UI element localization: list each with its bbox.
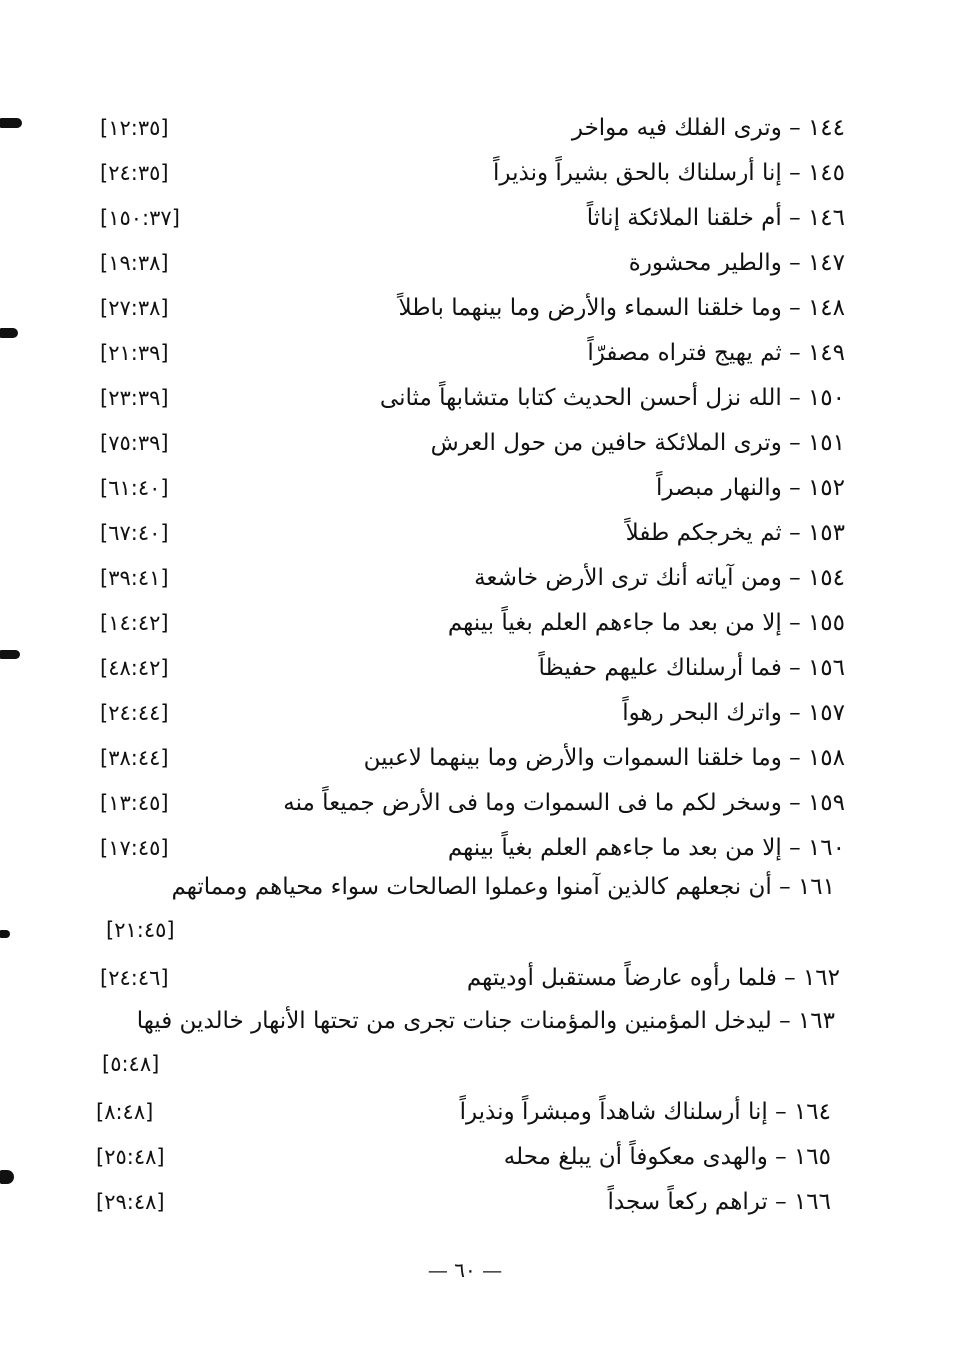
verse-reference: [١٤:٤٢] — [100, 611, 169, 635]
verse-entry — [100, 331, 845, 375]
verse-text: ١٦٦ – تراهم ركعاً سجداً — [607, 1189, 831, 1215]
verse-text: ١٦٤ – إنا أرسلناك شاهداً ومبشراً ونذيراً — [459, 1099, 831, 1125]
verse-text: ١٥٥ – إلا من بعد ما جاءهم العلم بغياً بينهم — [447, 610, 845, 636]
verse-reference: [١٣:٤٥] — [100, 791, 169, 815]
margin-mark — [0, 1170, 14, 1184]
verse-text: ١٤٧ – والطير محشورة — [628, 250, 845, 276]
verse-reference: [٤٨:٤٢] — [100, 656, 169, 680]
verse-entry — [96, 1180, 831, 1224]
verse-entry — [100, 106, 845, 150]
verse-text: ١٤٩ – ثم يهيج فتراه مصفرّاً — [587, 340, 845, 366]
verse-text: ١٥٧ – واترك البحر رهواً — [622, 700, 845, 726]
verse-entry — [100, 151, 845, 195]
verse-reference: [١٢:٣٥] — [100, 116, 169, 140]
margin-mark — [0, 650, 20, 659]
verse-reference: [١٩:٣٨] — [100, 251, 169, 275]
verse-text: ١٤٥ – إنا أرسلناك بالحق بشيراً ونذيراً — [493, 160, 845, 186]
verse-entry — [100, 826, 845, 870]
verse-text: ١٤٨ – وما خلقنا السماء والأرض وما بينهما باطلاً — [398, 295, 845, 321]
verse-reference: [٢٤:٣٥] — [100, 161, 169, 185]
verse-text: ١٥٠ – الله نزل أحسن الحديث كتابا متشابهاً مثانى — [379, 385, 845, 411]
verse-entry — [96, 1135, 831, 1179]
verse-entry — [100, 511, 845, 555]
verse-reference: [٦٧:٤٠] — [100, 521, 169, 545]
verse-reference: [٢٧:٣٨] — [100, 296, 169, 320]
verse-text: ١٥٦ – فما أرسلناك عليهم حفيظاً — [538, 655, 845, 681]
verse-reference: [٨:٤٨] — [96, 1100, 154, 1124]
verse-reference: [٢٣:٣٩] — [100, 386, 169, 410]
verse-entry — [96, 1090, 831, 1134]
margin-mark — [0, 118, 22, 128]
verse-text: ١٦٢ – فلما رأوه عارضاً مستقبل أوديتهم — [466, 965, 840, 991]
verse-reference: [٢٩:٤٨] — [96, 1190, 165, 1214]
verse-text: ١٦٥ – والهدى معكوفاً أن يبلغ محله — [503, 1144, 831, 1170]
verse-reference: [٣٨:٤٤] — [100, 746, 169, 770]
verse-text: ١٦١ – أن نجعلهم كالذين آمنوا وعملوا الصالحات سواء محياهم ومماتهم — [171, 874, 835, 900]
verse-entry — [100, 956, 840, 1000]
verse-reference: [٢٤:٤٦] — [100, 966, 169, 990]
margin-mark — [0, 328, 18, 338]
verse-entry — [100, 466, 845, 510]
verse-entry — [100, 646, 845, 690]
verse-reference: [٣٩:٤١] — [100, 566, 169, 590]
verse-reference: [٥:٤٨] — [102, 1052, 160, 1076]
verse-text: ١٤٦ – أم خلقنا الملائكة إناثاً — [586, 205, 845, 231]
verse-text: ١٦٠ – إلا من بعد ما جاءهم العلم بغياً بينهم — [447, 835, 845, 861]
verse-entry — [100, 286, 845, 330]
verse-reference: [٢١:٣٩] — [100, 341, 169, 365]
verse-entry — [100, 556, 845, 600]
margin-mark — [0, 930, 10, 938]
verse-entry — [100, 691, 845, 735]
verse-text: ١٦٣ – ليدخل المؤمنين والمؤمنات جنات تجرى من تحتها الأنهار خالدين فيها — [136, 1008, 835, 1034]
page-number: — ٦٠ — — [427, 1258, 503, 1282]
verse-entry — [100, 196, 845, 240]
verse-reference: [٢٤:٤٤] — [100, 701, 169, 725]
verse-reference: [٦١:٤٠] — [100, 476, 169, 500]
verse-entry — [100, 781, 845, 825]
verse-text: ١٥٢ – والنهار مبصراً — [656, 475, 845, 501]
verse-text: ١٥٣ – ثم يخرجكم طفلاً — [625, 520, 845, 546]
verse-entry — [100, 736, 845, 780]
verse-entry — [100, 601, 845, 645]
verse-reference: [٢١:٤٥] — [106, 918, 175, 942]
verse-entry — [100, 241, 845, 285]
verse-reference: [٧٥:٣٩] — [100, 431, 169, 455]
verse-reference: [١٧:٤٥] — [100, 836, 169, 860]
verse-text: ١٤٤ – وترى الفلك فيه مواخر — [571, 115, 845, 141]
verse-entry — [100, 376, 845, 420]
verse-text: ١٥٩ – وسخر لكم ما فى السموات وما فى الأرض جميعاً منه — [283, 790, 845, 816]
verse-reference: [١٥٠:٣٧] — [100, 206, 180, 230]
verse-text: ١٥٤ – ومن آياته أنك ترى الأرض خاشعة — [474, 565, 845, 591]
verse-reference: [٢٥:٤٨] — [96, 1145, 165, 1169]
verse-text: ١٥١ – وترى الملائكة حافين من حول العرش — [430, 430, 845, 456]
verse-entry — [100, 421, 845, 465]
verse-text: ١٥٨ – وما خلقنا السموات والأرض وما بينهما لاعبين — [363, 745, 845, 771]
